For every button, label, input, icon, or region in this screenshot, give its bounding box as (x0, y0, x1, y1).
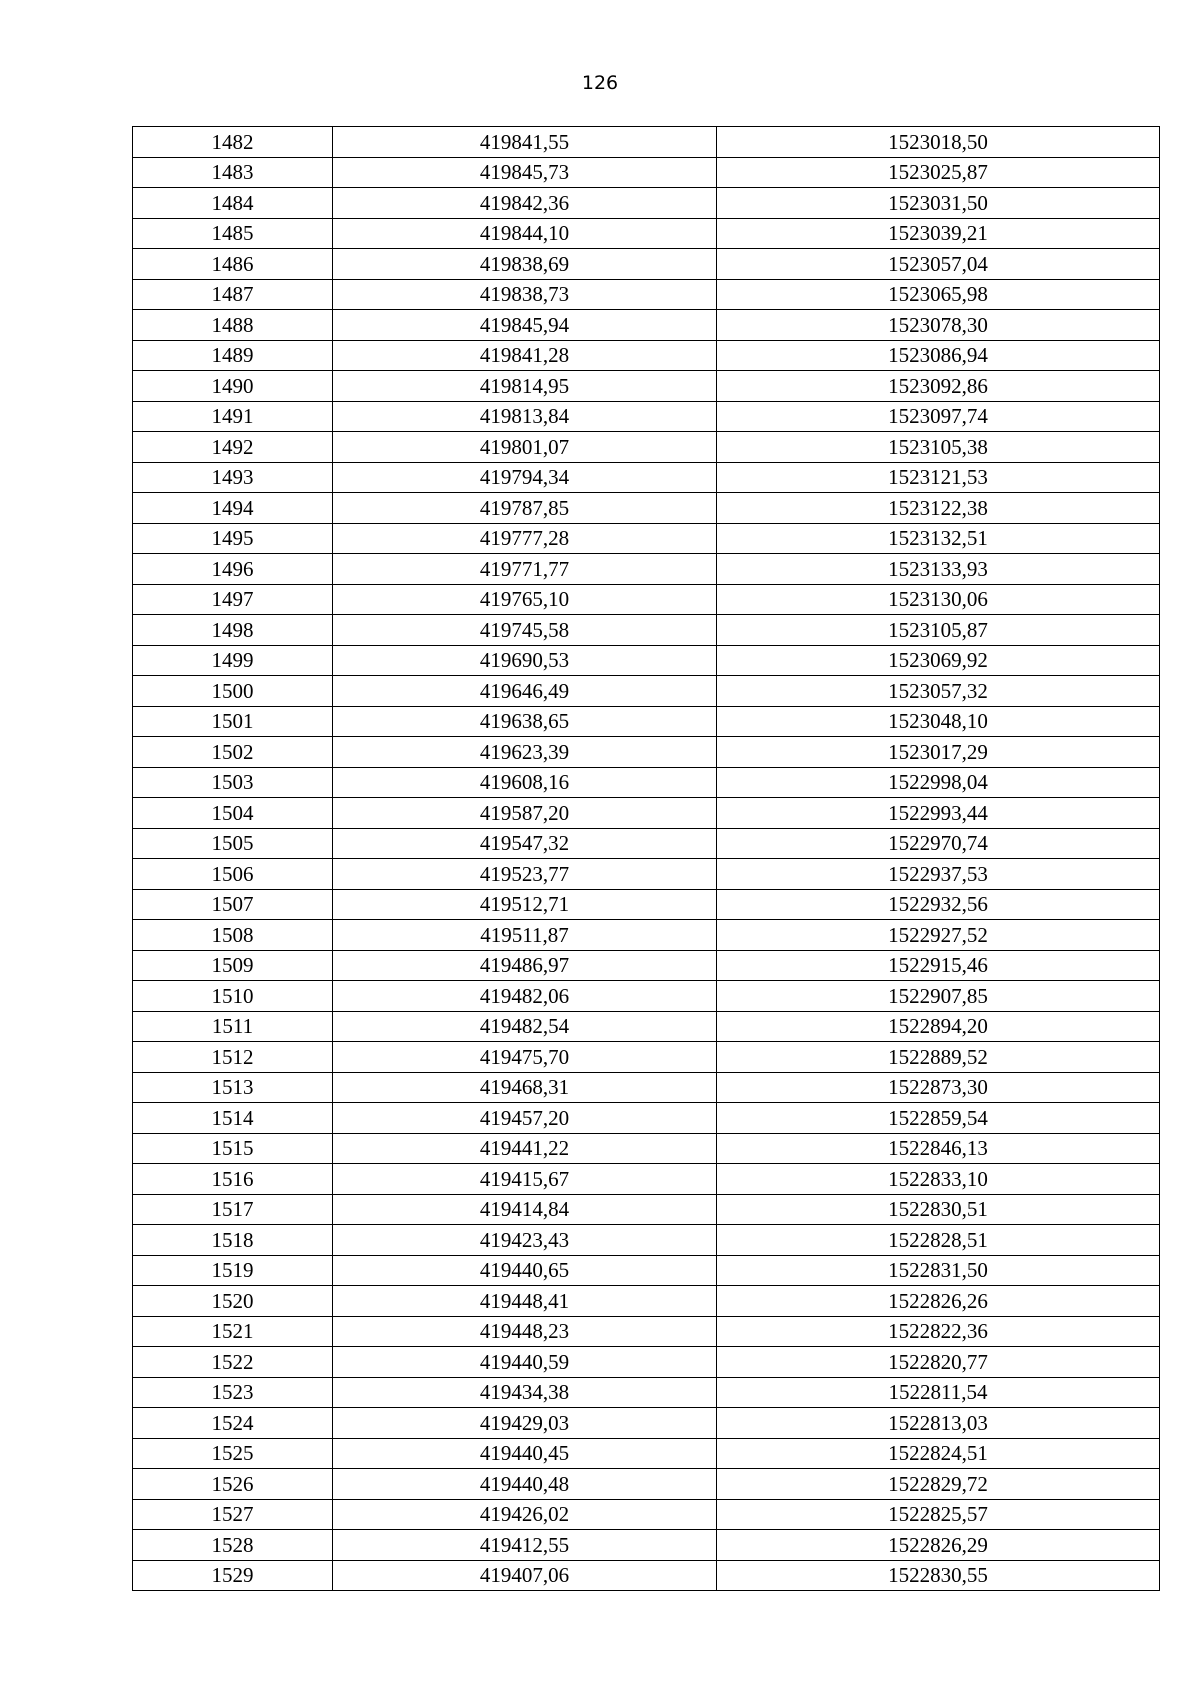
x-coordinate-cell: 419440,59 (333, 1347, 717, 1378)
x-coordinate-cell: 419448,41 (333, 1286, 717, 1317)
x-coordinate-cell: 419842,36 (333, 188, 717, 219)
x-coordinate-cell: 419512,71 (333, 889, 717, 920)
table-row (133, 157, 1160, 188)
x-coordinate-cell: 419457,20 (333, 1103, 717, 1134)
y-coordinate-cell: 1522907,85 (717, 981, 1160, 1012)
table-row (133, 950, 1160, 981)
table-row (133, 1438, 1160, 1469)
x-coordinate-cell: 419440,65 (333, 1255, 717, 1286)
x-coordinate-cell: 419838,73 (333, 279, 717, 310)
point-number-cell: 1511 (133, 1011, 333, 1042)
y-coordinate-cell: 1523092,86 (717, 371, 1160, 402)
x-coordinate-cell: 419608,16 (333, 767, 717, 798)
point-number-cell: 1483 (133, 157, 333, 188)
point-number-cell: 1528 (133, 1530, 333, 1561)
y-coordinate-cell: 1522998,04 (717, 767, 1160, 798)
x-coordinate-cell: 419841,55 (333, 127, 717, 158)
point-number-cell: 1495 (133, 523, 333, 554)
point-number-cell: 1499 (133, 645, 333, 676)
y-coordinate-cell: 1523048,10 (717, 706, 1160, 737)
x-coordinate-cell: 419441,22 (333, 1133, 717, 1164)
table-row (133, 859, 1160, 890)
point-number-cell: 1505 (133, 828, 333, 859)
x-coordinate-cell: 419412,55 (333, 1530, 717, 1561)
x-coordinate-cell: 419426,02 (333, 1499, 717, 1530)
y-coordinate-cell: 1522970,74 (717, 828, 1160, 859)
y-coordinate-cell: 1523133,93 (717, 554, 1160, 585)
point-number-cell: 1498 (133, 615, 333, 646)
x-coordinate-cell: 419801,07 (333, 432, 717, 463)
x-coordinate-cell: 419841,28 (333, 340, 717, 371)
point-number-cell: 1494 (133, 493, 333, 524)
point-number-cell: 1523 (133, 1377, 333, 1408)
x-coordinate-cell: 419482,06 (333, 981, 717, 1012)
table-row (133, 1377, 1160, 1408)
point-number-cell: 1512 (133, 1042, 333, 1073)
y-coordinate-cell: 1522826,26 (717, 1286, 1160, 1317)
table-row (133, 462, 1160, 493)
x-coordinate-cell: 419787,85 (333, 493, 717, 524)
table-row (133, 1286, 1160, 1317)
x-coordinate-cell: 419814,95 (333, 371, 717, 402)
y-coordinate-cell: 1523057,32 (717, 676, 1160, 707)
x-coordinate-cell: 419468,31 (333, 1072, 717, 1103)
y-coordinate-cell: 1523121,53 (717, 462, 1160, 493)
table-row (133, 310, 1160, 341)
table-row (133, 1530, 1160, 1561)
point-number-cell: 1520 (133, 1286, 333, 1317)
y-coordinate-cell: 1523065,98 (717, 279, 1160, 310)
table-row (133, 1469, 1160, 1500)
y-coordinate-cell: 1522830,51 (717, 1194, 1160, 1225)
table-row (133, 676, 1160, 707)
point-number-cell: 1518 (133, 1225, 333, 1256)
point-number-cell: 1507 (133, 889, 333, 920)
y-coordinate-cell: 1523078,30 (717, 310, 1160, 341)
x-coordinate-cell: 419646,49 (333, 676, 717, 707)
y-coordinate-cell: 1523069,92 (717, 645, 1160, 676)
y-coordinate-cell: 1522820,77 (717, 1347, 1160, 1378)
y-coordinate-cell: 1522859,54 (717, 1103, 1160, 1134)
x-coordinate-cell: 419690,53 (333, 645, 717, 676)
y-coordinate-cell: 1522993,44 (717, 798, 1160, 829)
table-row (133, 1194, 1160, 1225)
point-number-cell: 1486 (133, 249, 333, 280)
table-row (133, 1499, 1160, 1530)
table-row (133, 584, 1160, 615)
x-coordinate-cell: 419623,39 (333, 737, 717, 768)
x-coordinate-cell: 419429,03 (333, 1408, 717, 1439)
table-row (133, 188, 1160, 219)
y-coordinate-cell: 1522927,52 (717, 920, 1160, 951)
y-coordinate-cell: 1522828,51 (717, 1225, 1160, 1256)
point-number-cell: 1519 (133, 1255, 333, 1286)
x-coordinate-cell: 419482,54 (333, 1011, 717, 1042)
y-coordinate-cell: 1522811,54 (717, 1377, 1160, 1408)
point-number-cell: 1513 (133, 1072, 333, 1103)
y-coordinate-cell: 1523018,50 (717, 127, 1160, 158)
y-coordinate-cell: 1523031,50 (717, 188, 1160, 219)
x-coordinate-cell: 419448,23 (333, 1316, 717, 1347)
x-coordinate-cell: 419511,87 (333, 920, 717, 951)
table-row (133, 767, 1160, 798)
x-coordinate-cell: 419440,45 (333, 1438, 717, 1469)
x-coordinate-cell: 419415,67 (333, 1164, 717, 1195)
y-coordinate-cell: 1523057,04 (717, 249, 1160, 280)
point-number-cell: 1501 (133, 706, 333, 737)
x-coordinate-cell: 419440,48 (333, 1469, 717, 1500)
x-coordinate-cell: 419547,32 (333, 828, 717, 859)
y-coordinate-cell: 1522937,53 (717, 859, 1160, 890)
point-number-cell: 1529 (133, 1560, 333, 1591)
table-row (133, 981, 1160, 1012)
y-coordinate-cell: 1522813,03 (717, 1408, 1160, 1439)
table-row (133, 1072, 1160, 1103)
y-coordinate-cell: 1522894,20 (717, 1011, 1160, 1042)
table-row (133, 798, 1160, 829)
table-row (133, 615, 1160, 646)
x-coordinate-cell: 419423,43 (333, 1225, 717, 1256)
table-row (133, 371, 1160, 402)
point-number-cell: 1514 (133, 1103, 333, 1134)
y-coordinate-cell: 1523105,87 (717, 615, 1160, 646)
point-number-cell: 1522 (133, 1347, 333, 1378)
y-coordinate-cell: 1522889,52 (717, 1042, 1160, 1073)
x-coordinate-cell: 419845,73 (333, 157, 717, 188)
point-number-cell: 1516 (133, 1164, 333, 1195)
point-number-cell: 1527 (133, 1499, 333, 1530)
point-number-cell: 1493 (133, 462, 333, 493)
table-row (133, 401, 1160, 432)
table-row (133, 1225, 1160, 1256)
x-coordinate-cell: 419771,77 (333, 554, 717, 585)
x-coordinate-cell: 419794,34 (333, 462, 717, 493)
table-row (133, 1042, 1160, 1073)
table-row (133, 554, 1160, 585)
table-row (133, 1103, 1160, 1134)
y-coordinate-cell: 1523086,94 (717, 340, 1160, 371)
y-coordinate-cell: 1522829,72 (717, 1469, 1160, 1500)
x-coordinate-cell: 419587,20 (333, 798, 717, 829)
table-row (133, 493, 1160, 524)
point-number-cell: 1485 (133, 218, 333, 249)
x-coordinate-cell: 419475,70 (333, 1042, 717, 1073)
table-row (133, 645, 1160, 676)
y-coordinate-cell: 1522932,56 (717, 889, 1160, 920)
point-number-cell: 1517 (133, 1194, 333, 1225)
y-coordinate-cell: 1522830,55 (717, 1560, 1160, 1591)
table-row (133, 706, 1160, 737)
point-number-cell: 1509 (133, 950, 333, 981)
x-coordinate-cell: 419777,28 (333, 523, 717, 554)
point-number-cell: 1487 (133, 279, 333, 310)
y-coordinate-cell: 1522915,46 (717, 950, 1160, 981)
y-coordinate-cell: 1523017,29 (717, 737, 1160, 768)
x-coordinate-cell: 419407,06 (333, 1560, 717, 1591)
point-number-cell: 1490 (133, 371, 333, 402)
table-row (133, 1316, 1160, 1347)
coordinates-table (132, 126, 1160, 1591)
point-number-cell: 1492 (133, 432, 333, 463)
point-number-cell: 1502 (133, 737, 333, 768)
x-coordinate-cell: 419523,77 (333, 859, 717, 890)
table-row (133, 1255, 1160, 1286)
y-coordinate-cell: 1523105,38 (717, 432, 1160, 463)
table-row (133, 1408, 1160, 1439)
y-coordinate-cell: 1522833,10 (717, 1164, 1160, 1195)
table-row (133, 218, 1160, 249)
y-coordinate-cell: 1523025,87 (717, 157, 1160, 188)
table-row (133, 432, 1160, 463)
x-coordinate-cell: 419745,58 (333, 615, 717, 646)
point-number-cell: 1524 (133, 1408, 333, 1439)
table-row (133, 1347, 1160, 1378)
x-coordinate-cell: 419845,94 (333, 310, 717, 341)
point-number-cell: 1488 (133, 310, 333, 341)
x-coordinate-cell: 419486,97 (333, 950, 717, 981)
y-coordinate-cell: 1522826,29 (717, 1530, 1160, 1561)
table-row (133, 1133, 1160, 1164)
point-number-cell: 1504 (133, 798, 333, 829)
point-number-cell: 1503 (133, 767, 333, 798)
table-row (133, 127, 1160, 158)
point-number-cell: 1515 (133, 1133, 333, 1164)
y-coordinate-cell: 1523132,51 (717, 523, 1160, 554)
table-row (133, 828, 1160, 859)
table-row (133, 1011, 1160, 1042)
x-coordinate-cell: 419765,10 (333, 584, 717, 615)
x-coordinate-cell: 419844,10 (333, 218, 717, 249)
coordinates-table-body (133, 127, 1160, 1591)
point-number-cell: 1491 (133, 401, 333, 432)
point-number-cell: 1482 (133, 127, 333, 158)
x-coordinate-cell: 419838,69 (333, 249, 717, 280)
point-number-cell: 1484 (133, 188, 333, 219)
y-coordinate-cell: 1522846,13 (717, 1133, 1160, 1164)
table-row (133, 279, 1160, 310)
table-row (133, 737, 1160, 768)
y-coordinate-cell: 1522825,57 (717, 1499, 1160, 1530)
y-coordinate-cell: 1523039,21 (717, 218, 1160, 249)
page-number: 126 (581, 72, 619, 94)
y-coordinate-cell: 1523130,06 (717, 584, 1160, 615)
table-row (133, 523, 1160, 554)
x-coordinate-cell: 419414,84 (333, 1194, 717, 1225)
point-number-cell: 1497 (133, 584, 333, 615)
point-number-cell: 1489 (133, 340, 333, 371)
point-number-cell: 1496 (133, 554, 333, 585)
x-coordinate-cell: 419638,65 (333, 706, 717, 737)
table-row (133, 1560, 1160, 1591)
y-coordinate-cell: 1522824,51 (717, 1438, 1160, 1469)
point-number-cell: 1521 (133, 1316, 333, 1347)
table-row (133, 249, 1160, 280)
x-coordinate-cell: 419434,38 (333, 1377, 717, 1408)
point-number-cell: 1506 (133, 859, 333, 890)
table-row (133, 889, 1160, 920)
y-coordinate-cell: 1522822,36 (717, 1316, 1160, 1347)
y-coordinate-cell: 1523097,74 (717, 401, 1160, 432)
table-row (133, 920, 1160, 951)
point-number-cell: 1526 (133, 1469, 333, 1500)
table-row (133, 1164, 1160, 1195)
x-coordinate-cell: 419813,84 (333, 401, 717, 432)
point-number-cell: 1508 (133, 920, 333, 951)
y-coordinate-cell: 1522873,30 (717, 1072, 1160, 1103)
point-number-cell: 1525 (133, 1438, 333, 1469)
point-number-cell: 1500 (133, 676, 333, 707)
point-number-cell: 1510 (133, 981, 333, 1012)
y-coordinate-cell: 1523122,38 (717, 493, 1160, 524)
y-coordinate-cell: 1522831,50 (717, 1255, 1160, 1286)
table-row (133, 340, 1160, 371)
